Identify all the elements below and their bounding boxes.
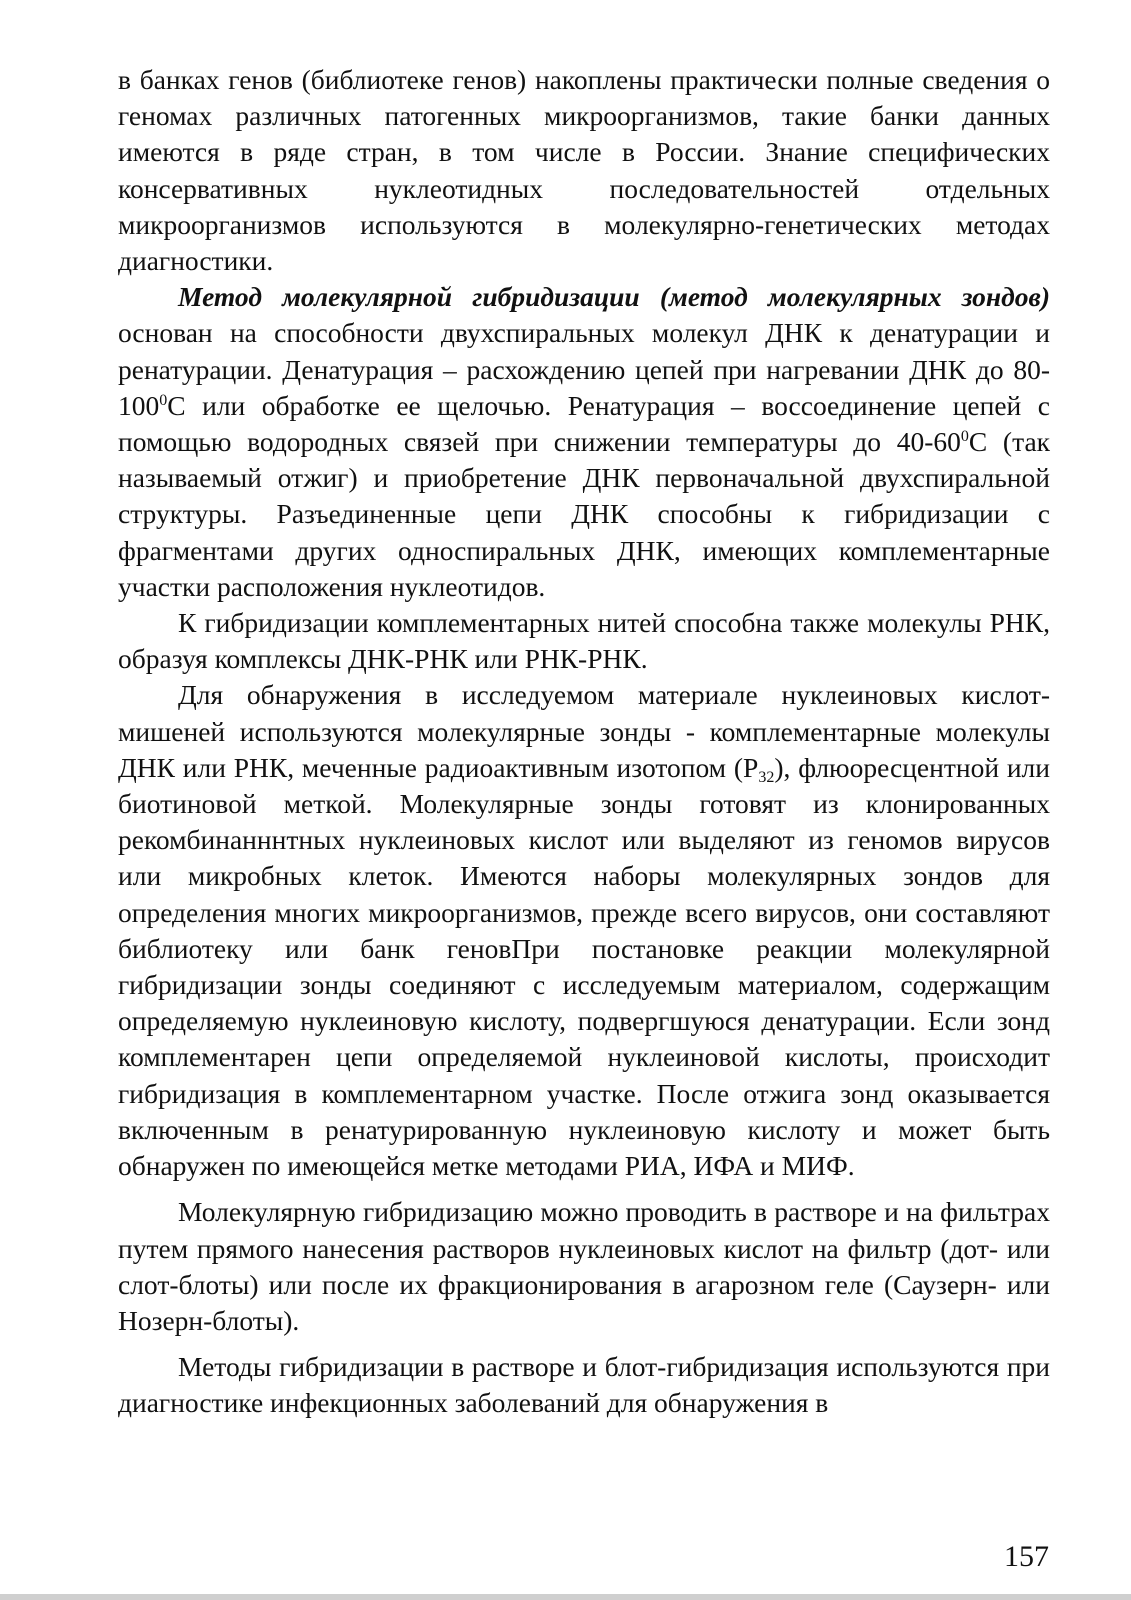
paragraph-3 — [118, 605, 1050, 677]
paragraph-6-text: Методы гибридизации в растворе и блот-гибридизация используются при диагностике инфекционных заболеваний для обнаружения в — [118, 1351, 1050, 1419]
paragraph-6 — [118, 1349, 1050, 1421]
paragraph-4-text-b: ), флюоресцентной или биотиновой меткой. Молекулярные зонды готовят из клонированных рекомбинанннтных нуклеиновых кислот или выделяют из геномов вирусов или микробных клеток. Имеются наборы молекулярных зондов для определения многих микроорганизмов, прежде всего вирусов, они составляют библиотеку или банк геновПри постановке реакции молекулярной гибридизации зонды соединяют с исследуемым материалом, содержащим определяемую нуклеиновую кислоту, подвергшуюся денатурации. Если зонд комплементарен цепи определяемой нуклеиновой кислоты, происходит гибридизация в комплементарном участке. После отжига зонд оказывается включенным в ренатурированную нуклеиновую кислоту и может быть обнаружен по имеющейся метке методами РИА, ИФА и МИФ. — [118, 751, 1051, 1182]
paragraph-2 — [118, 279, 1050, 605]
paragraph-4 — [118, 677, 1050, 1184]
body-text — [118, 62, 1050, 1422]
paragraph-3-text: К гибридизации комплементарных нитей способна также молекулы РНК, образуя комплексы ДНК-РНК или РНК-РНК. — [118, 607, 1050, 675]
paragraph-5-text: Молекулярную гибридизацию можно проводить в растворе и на фильтрах путем прямого нанесения растворов нуклеиновых кислот на фильтр (дот- или слот-блоты) или после их фракционирования в агарозном геле (Саузерн- или Нозерн-блоты). — [118, 1196, 1050, 1336]
paragraph-1-text: в банках генов (библиотеке генов) накоплены практически полные сведения о геномах различных патогенных микроорганизмов, такие банки данных имеются в ряде стран, в том числе в России. Знание специфических консервативных нуклеотидных последовательностей отдельных микроорганизмов используются в молекулярно-генетических методах диагностики. — [118, 64, 1050, 277]
paragraph-1 — [118, 62, 1050, 279]
paragraph-4-text-a: Для обнаружения в исследуемом материале нуклеиновых кислот-мишеней используются молекулярные зонды - комплементарные молекулы ДНК или РНК, меченные радиоактивным изотопом (Р — [118, 679, 1050, 783]
degree-mark-1: 0 — [159, 391, 168, 409]
isotope-subscript: 32 — [758, 768, 775, 786]
paragraph-2-text-c: С (так называемый отжиг) и приобретение ДНК первоначальной двухспиральной структуры. Разъединенные цепи ДНК способны к гибридизации с фрагментами других односпиральных ДНК, имеющих комплементарные участки расположения нуклеотидов. — [118, 426, 1051, 602]
term-molecular-hybridization: Метод молекулярной гибридизации (метод молекулярных зондов) — [178, 281, 1050, 313]
paragraph-2-text-b: С или обработке ее щелочью. Ренатурация – воссоединение цепей с помощью водородных связей при снижении температуры до 40-60 — [118, 389, 1050, 458]
paragraph-5 — [118, 1194, 1050, 1339]
degree-mark-2: 0 — [960, 428, 969, 446]
paragraph-2-text-a: основан на способности двухспиральных молекул ДНК к денатурации и ренатурации. Денатурация – расхождению цепей при нагревании ДНК до 80-100 — [118, 317, 1050, 421]
page-number: 157 — [1004, 1540, 1049, 1573]
scan-bottom-edge — [0, 1594, 1131, 1600]
